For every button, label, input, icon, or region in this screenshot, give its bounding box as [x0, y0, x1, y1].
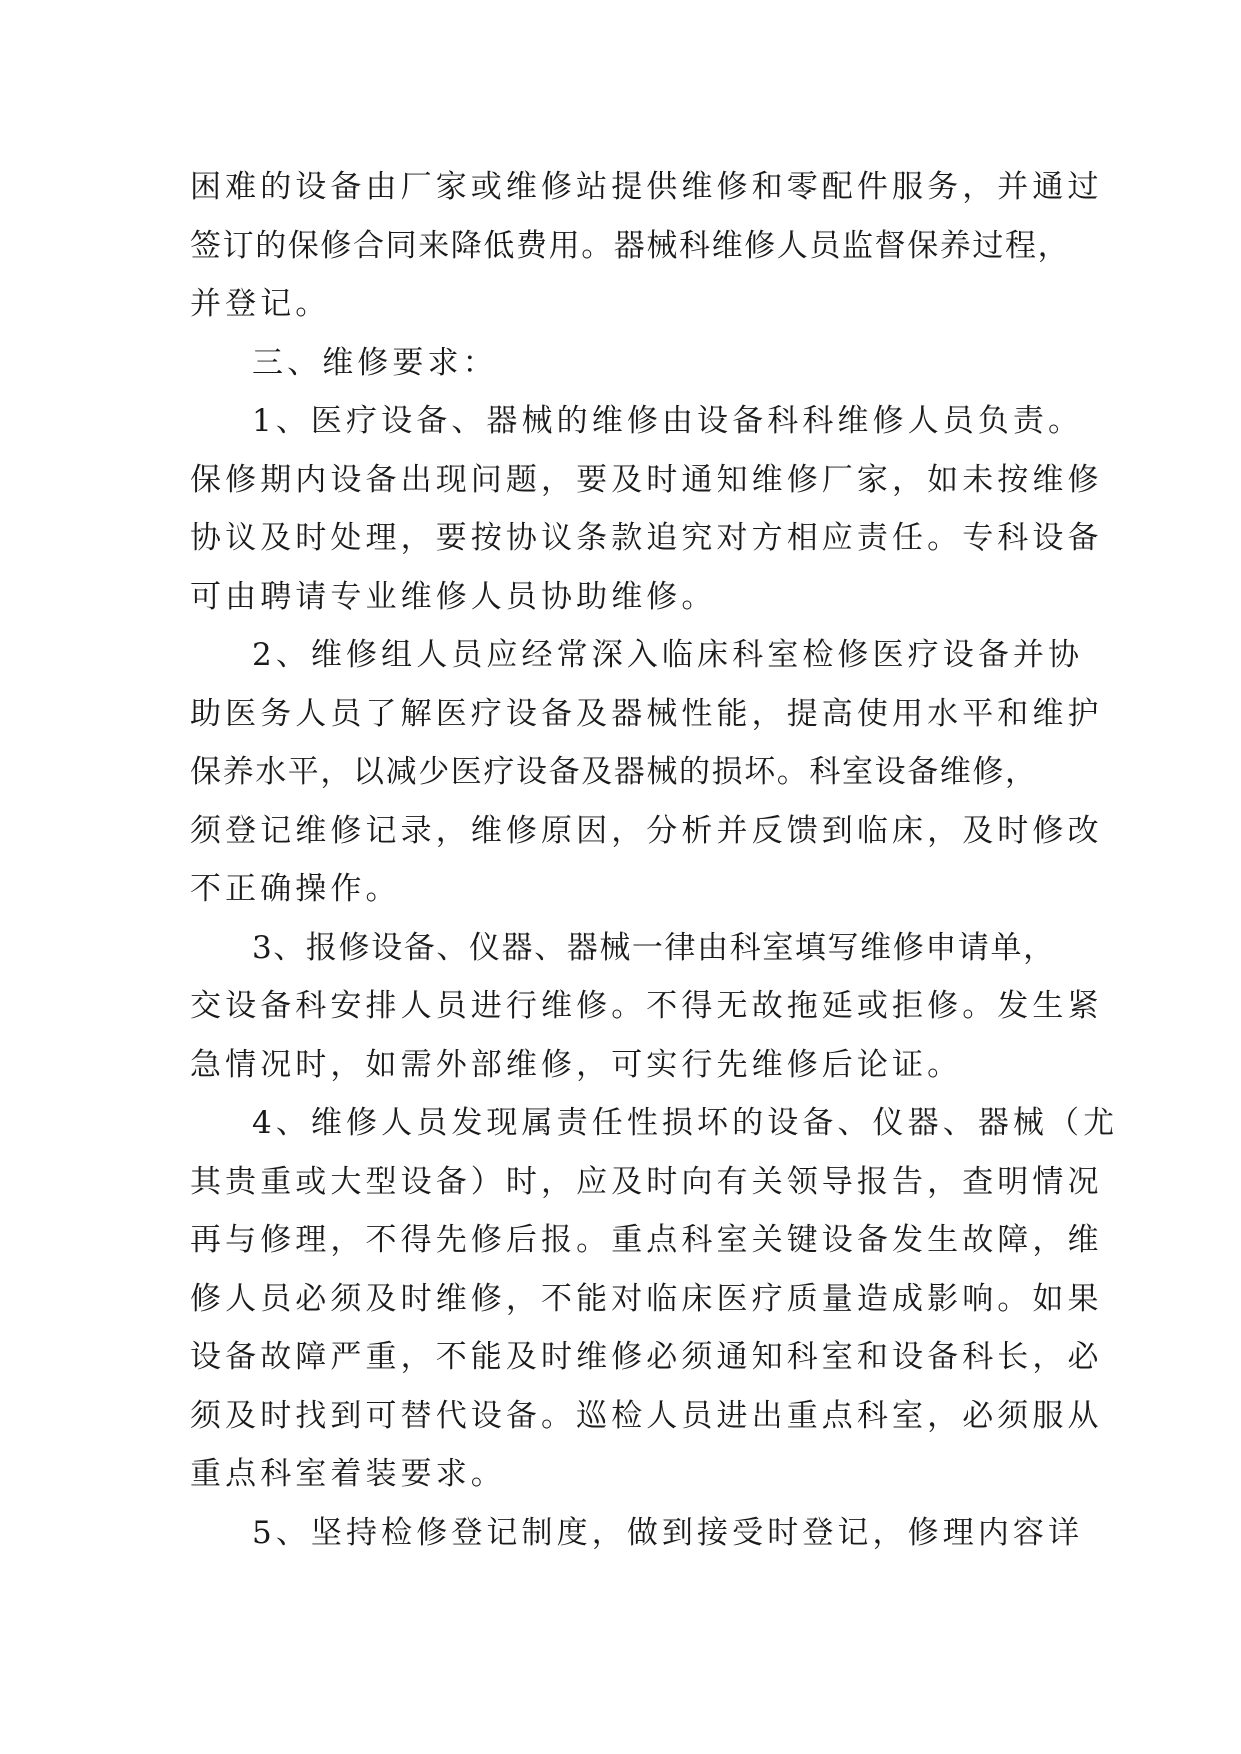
text-line-8: 可由聘请专业维修人员协助维修。	[190, 578, 717, 615]
text-line-12: 须登记维修记录，维修原因，分析并反馈到临床，及时修改	[190, 812, 1103, 849]
document-body	[190, 158, 1119, 1562]
text-line-17: 4、维修人员发现属责任性损坏的设备、仪器、器械（尤	[252, 1105, 1119, 1141]
text-line-22: 须及时找到可替代设备。巡检人员进出重点科室，必须服从	[190, 1397, 1103, 1434]
text-line-18: 其贵重或大型设备）时，应及时向有关领导报告，查明情况	[190, 1163, 1103, 1200]
text-line-16: 急情况时，如需外部维修，可实行先维修后论证。	[190, 1046, 963, 1083]
text-line-5: 1、医疗设备、器械的维修由设备科科维修人员负责。	[252, 403, 1084, 439]
section-heading: 三、维修要求：	[252, 344, 498, 381]
text-line-11: 保养水平，以减少医疗设备及器械的损坏。科室设备维修，	[190, 754, 1038, 790]
text-line-15: 交设备科安排人员进行维修。不得无故拖延或拒修。发生紧	[190, 988, 1103, 1024]
text-line-13: 不正确操作。	[190, 871, 401, 907]
text-line-21: 设备故障严重，不能及时维修必须通知科室和设备科长，必	[190, 1339, 1103, 1375]
text-line-14: 3、报修设备、仪器、器械一律由科室填写维修申请单，	[252, 929, 1056, 966]
text-line-1: 困难的设备由厂家或维修站提供维修和零配件服务，并通过	[190, 169, 1103, 205]
text-line-6: 保修期内设备出现问题，要及时通知维修厂家，如未按维修	[190, 461, 1103, 498]
text-line-24: 5、坚持检修登记制度，做到接受时登记，修理内容详	[252, 1514, 1084, 1551]
text-line-7: 协议及时处理，要按协议条款追究对方相应责任。专科设备	[190, 520, 1103, 556]
text-line-19: 再与修理，不得先修后报。重点科室关键设备发生故障，维	[190, 1222, 1103, 1258]
text-line-20: 修人员必须及时维修，不能对临床医疗质量造成影响。如果	[190, 1280, 1103, 1317]
text-line-9: 2、维修组人员应经常深入临床科室检修医疗设备并协	[252, 637, 1084, 673]
text-line-3: 并登记。	[190, 286, 331, 322]
text-line-10: 助医务人员了解医疗设备及器械性能，提高使用水平和维护	[190, 695, 1103, 732]
text-line-2: 签订的保修合同来降低费用。器械科维修人员监督保养过程，	[190, 227, 1071, 264]
text-line-23: 重点科室着装要求。	[190, 1456, 506, 1492]
